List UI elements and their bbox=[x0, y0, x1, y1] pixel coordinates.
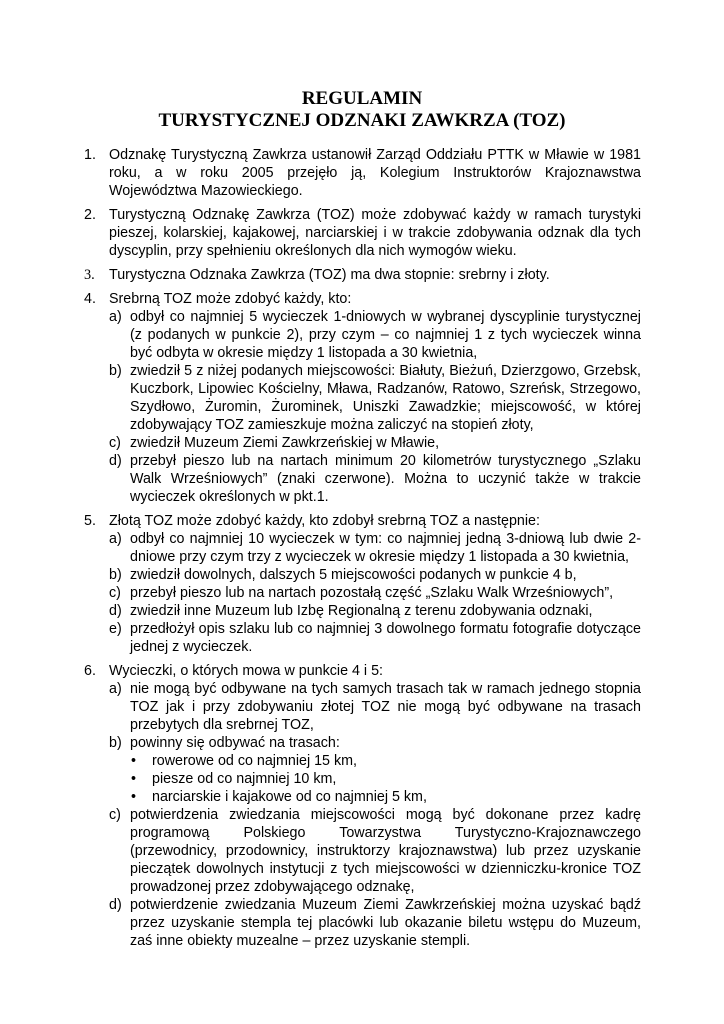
sub-item-letter: b) bbox=[109, 567, 122, 583]
sub-item-6b bbox=[109, 734, 641, 752]
sub-item-text: zwiedził 5 z niżej podanych miejscowości: Białuty, Bieżuń, Dzierzgowo, Grzebsk, Kuczbork, Lipowiec Kościelny, Mława, Radzanów, Ratowo, Szreńsk, Strzegowo, Szydłowo, Żuromin, Żurominek, Uniszki Zawadzkie; miejscowość, w której zdobywający TOZ zamieszkuje można zaliczyć na stopień złoty, bbox=[130, 363, 641, 433]
sub-item-text: potwierdzenia zwiedzania miejscowości mogą być dokonane przez kadrę programową Polskiego Towarzystwa Turystyczno-Krajoznawczego (przewodnicy, przodownicy, instruktorzy krajoznawstwa) lub przez uzyskanie pieczątek dowolnych instytucji z tych miejscowości w dzienniczku-kronice TOZ prowadzonej przez zdobywającego odznakę, bbox=[130, 807, 641, 895]
sub-item-letter: a) bbox=[109, 309, 122, 325]
sub-item-5d bbox=[109, 602, 641, 620]
title-line-2: TURYSTYCZNEJ ODZNAKI ZAWKRZA (TOZ) bbox=[158, 110, 566, 131]
sub-item-letter: b) bbox=[109, 735, 122, 751]
sub-item-letter: c) bbox=[109, 435, 121, 451]
sub-item-text: zwiedził inne Muzeum lub Izbę Regionalną z terenu zdobywania odznaki, bbox=[130, 603, 593, 619]
sub-item-5c bbox=[109, 584, 641, 602]
list-item-4 bbox=[84, 290, 641, 506]
sub-item-5a bbox=[109, 530, 641, 566]
bullet-item bbox=[109, 788, 641, 806]
sub-item-text: nie mogą być odbywane na tych samych trasach tak w ramach jednego stopnia TOZ jak i przy zdobywaniu złotej TOZ nie mogą być odbywane na trasach przebytych dla srebrnej TOZ, bbox=[130, 681, 641, 733]
sub-item-letter: b) bbox=[109, 363, 122, 379]
bullet-dot-icon: • bbox=[131, 771, 137, 787]
sub-item-text: przebył pieszo lub na nartach minimum 20 kilometrów turystycznego „Szlaku Walk Wrześniowych” (znaki czerwone). Można to uczynić także w trakcie wycieczek określonych w pkt.1. bbox=[130, 453, 641, 505]
item-text: Odznakę Turystyczną Zawkrza ustanowił Zarząd Oddziału PTTK w Mławie w 1981 roku, a w roku 2005 przejęło ją, Kolegium Instruktorów Krajoznawstwa Województwa Mazowieckiego. bbox=[109, 147, 641, 199]
sub-item-letter: a) bbox=[109, 531, 122, 547]
item-number: 3. bbox=[84, 267, 95, 283]
bullet-item bbox=[109, 770, 641, 788]
item-text: Złotą TOZ może zdobyć każdy, kto zdobył srebrną TOZ a następnie: bbox=[109, 513, 540, 529]
item-number: 1. bbox=[84, 147, 96, 163]
sub-item-text: zwiedził Muzeum Ziemi Zawkrzeńskiej w Mławie, bbox=[130, 435, 440, 451]
item-number: 4. bbox=[84, 291, 96, 307]
list-item-1 bbox=[84, 146, 641, 200]
sub-item-4b bbox=[109, 362, 641, 434]
list-item-6 bbox=[84, 662, 641, 950]
sub-item-letter: d) bbox=[109, 897, 122, 913]
sub-item-letter: a) bbox=[109, 681, 122, 697]
sub-item-text: odbył co najmniej 10 wycieczek w tym: co najmniej jedną 3-dniową lub dwie 2-dniowe przy czym trzy z wycieczek w okresie między 1 listopada a 30 kwietnia, bbox=[130, 531, 641, 565]
sub-item-letter: c) bbox=[109, 807, 121, 823]
list-item-2 bbox=[84, 206, 641, 260]
sub-item-6d bbox=[109, 896, 641, 950]
sub-item-5e bbox=[109, 620, 641, 656]
sub-item-6a bbox=[109, 680, 641, 734]
item-text: Turystyczna Odznaka Zawkrza (TOZ) ma dwa stopnie: srebrny i złoty. bbox=[109, 267, 550, 283]
sub-item-4c bbox=[109, 434, 641, 452]
bullet-text: rowerowe od co najmniej 15 km, bbox=[152, 753, 358, 769]
sub-item-4d bbox=[109, 452, 641, 506]
sub-item-text: powinny się odbywać na trasach: bbox=[130, 735, 340, 751]
item-text: Turystyczną Odznakę Zawkrza (TOZ) może zdobywać każdy w ramach turystyki pieszej, kolarskiej, kajakowej, narciarskiej i w trakcie zdobywania odznak dla tych dyscyplin, przy spełnieniu określonych dla nich wymogów wieku. bbox=[109, 207, 641, 259]
sub-item-6c bbox=[109, 806, 641, 896]
sub-item-4a bbox=[109, 308, 641, 362]
sub-item-letter: d) bbox=[109, 453, 122, 469]
sub-item-letter: e) bbox=[109, 621, 122, 637]
sub-item-text: przedłożył opis szlaku lub co najmniej 3 dowolnego formatu fotografie dotyczące jednej z wycieczek. bbox=[130, 621, 641, 655]
sub-item-letter: c) bbox=[109, 585, 121, 601]
bullet-text: narciarskie i kajakowe od co najmniej 5 km, bbox=[152, 789, 427, 805]
item-number: 6. bbox=[84, 663, 96, 679]
item-number: 5. bbox=[84, 513, 96, 529]
list-item-3 bbox=[84, 266, 641, 284]
sub-item-letter: d) bbox=[109, 603, 122, 619]
sub-item-text: przebył pieszo lub na nartach pozostałą część „Szlaku Walk Wrześniowych”, bbox=[130, 585, 614, 601]
bullet-dot-icon: • bbox=[131, 753, 137, 769]
item-text: Wycieczki, o których mowa w punkcie 4 i 5: bbox=[109, 663, 383, 679]
item-text: Srebrną TOZ może zdobyć każdy, kto: bbox=[109, 291, 352, 307]
list-item-5 bbox=[84, 512, 641, 656]
title-line-1: REGULAMIN bbox=[301, 88, 423, 109]
bullet-text: piesze od co najmniej 10 km, bbox=[152, 771, 337, 787]
bullet-dot-icon: • bbox=[131, 789, 137, 805]
item-number: 2. bbox=[84, 207, 96, 223]
sub-item-5b bbox=[109, 566, 641, 584]
sub-item-text: odbył co najmniej 5 wycieczek 1-dniowych w wybranej dyscyplinie turystycznej (z podanych w punkcie 2), przy czym – co najmniej 1 z tych wycieczek winna być odbyta w okresie między 1 listopada a 30 kwietnia, bbox=[130, 309, 641, 361]
sub-item-text: potwierdzenie zwiedzania Muzeum Ziemi Zawkrzeńskiej można uzyskać bądź przez uzyskanie stempla tej placówki lub okazanie biletu wstępu do Muzeum, zaś inne obiekty muzealne – przez uzyskanie stempli. bbox=[130, 897, 641, 949]
regulations-list bbox=[84, 146, 641, 950]
bullet-item bbox=[109, 752, 641, 770]
sub-item-text: zwiedził dowolnych, dalszych 5 miejscowości podanych w punkcie 4 b, bbox=[130, 567, 577, 583]
